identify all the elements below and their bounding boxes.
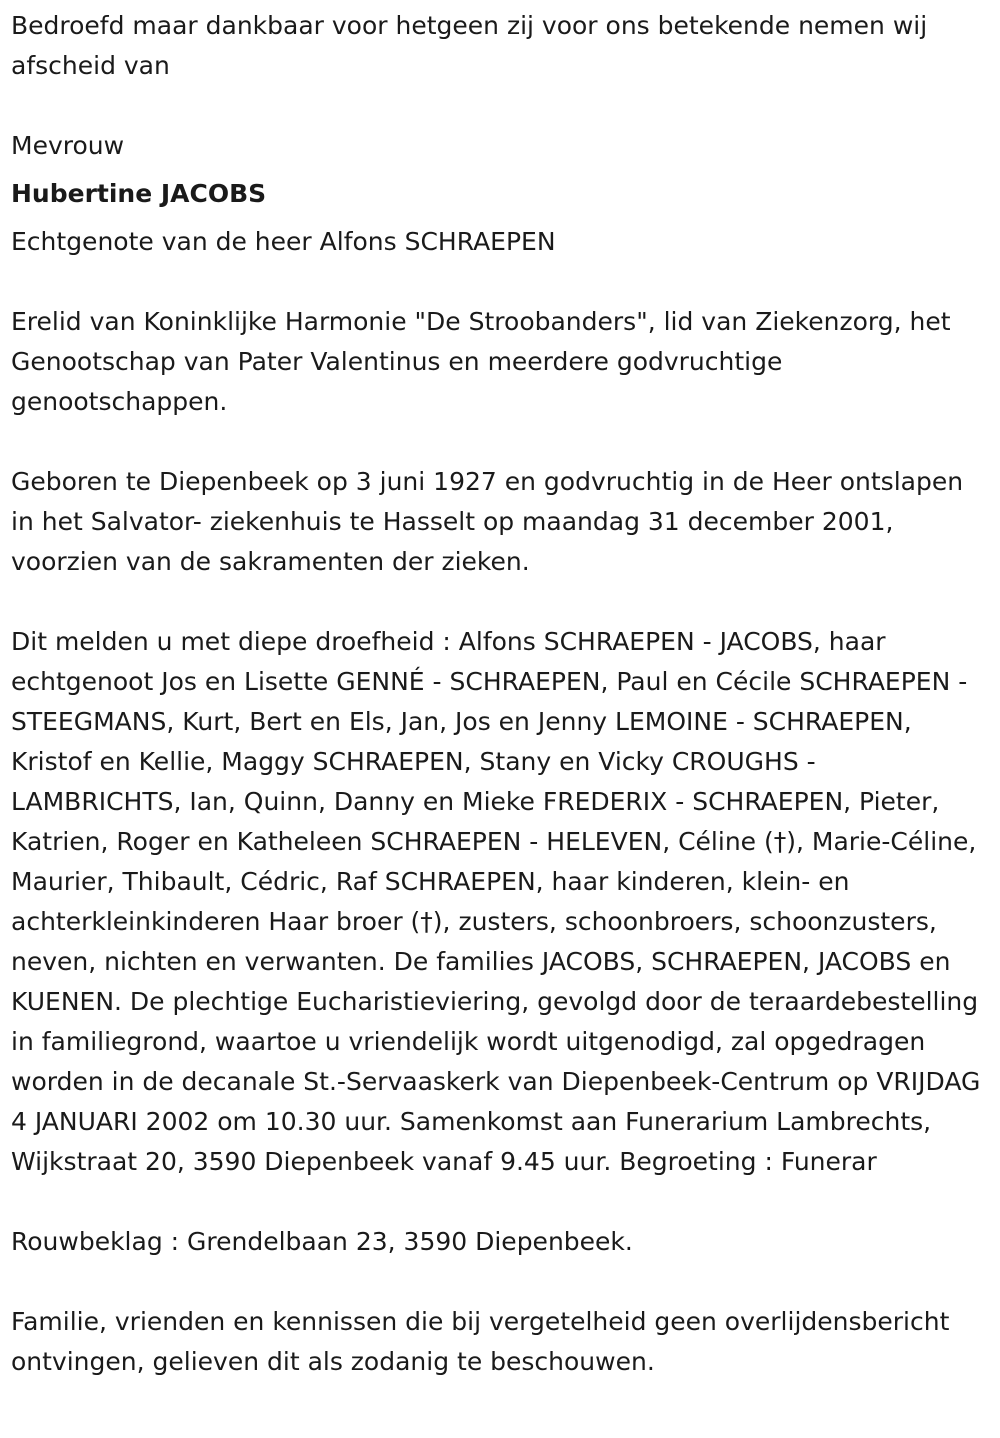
spacer: [11, 262, 993, 302]
membership-paragraph: Erelid van Koninklijke Harmonie "De Stroobanders", lid van Ziekenzorg, het Genootschap van Pater Valentinus en meerdere godvruchtige genootschappen.: [11, 307, 951, 416]
deceased-name: Hubertine JACOBS: [11, 179, 267, 208]
spouse-line: Echtgenote van de heer Alfons SCHRAEPEN: [11, 227, 556, 256]
obituary-notice: [11, 6, 993, 1382]
spacer: [11, 1262, 993, 1302]
family-ceremony-paragraph: Dit melden u met diepe droefheid : Alfons SCHRAEPEN - JACOBS, haar echtgenoot Jos en Lisette GENNÉ - SCHRAEPEN, Paul en Cécile SCHRAEPEN - STEEGMANS, Kurt, Bert en Els, Jan, Jos en Jenny LEMOINE - SCHRAEPEN, Kristof en Kellie, Maggy SCHRAEPEN, Stany en Vicky CROUGHS - LAMBRICHTS, Ian, Quinn, Danny en Mieke FREDERIX - SCHRAEPEN, Pieter, Katrien, Roger en Katheleen SCHRAEPEN - HELEVEN, Céline (†), Marie-Céline, Maurier, Thibault, Cédric, Raf SCHRAEPEN, haar kinderen, klein- en achterkleinkinderen Haar broer (†), zusters, schoonbroers, schoonzusters, neven, nichten en verwanten. De families JACOBS, SCHRAEPEN, JACOBS en KUENEN. De plechtige Eucharistieviering, gevolgd door de teraardebestelling in familiegrond, waartoe u vriendelijk wordt uitgenodigd, zal opgedragen worden in de decanale St.-Servaaskerk van Diepenbeek-Centrum op VRIJDAG 4 JANUARI 2002 om 10.30 uur. Samenkomst aan Funerarium Lambrechts, Wijkstraat 20, 3590 Diepenbeek vanaf 9.45 uur. Begroeting : Funerar: [11, 627, 981, 1176]
spacer: [11, 86, 993, 126]
condolence-address: Rouwbeklag : Grendelbaan 23, 3590 Diepenbeek.: [11, 1227, 633, 1256]
spacer: [11, 582, 993, 622]
honorific: Mevrouw: [11, 131, 125, 160]
spacer: [11, 1182, 993, 1222]
closing-paragraph: Familie, vrienden en kennissen die bij vergetelheid geen overlijdensbericht ontvingen, gelieven dit als zodanig te beschouwen.: [11, 1307, 950, 1376]
intro-text: Bedroefd maar dankbaar voor hetgeen zij voor ons betekende nemen wij afscheid van: [11, 11, 928, 80]
spacer: [11, 422, 993, 462]
birth-death-paragraph: Geboren te Diepenbeek op 3 juni 1927 en godvruchtig in de Heer ontslapen in het Salvator- ziekenhuis te Hasselt op maandag 31 december 2001, voorzien van de sakramenten der zieken.: [11, 467, 964, 576]
